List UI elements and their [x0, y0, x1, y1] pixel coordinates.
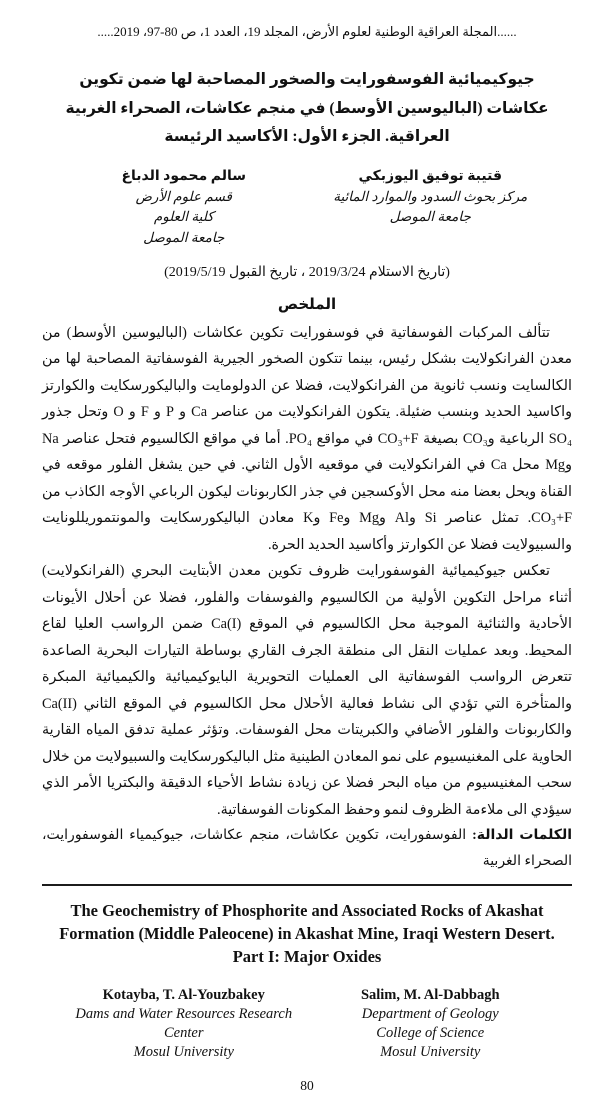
- author-name: قتيبة توفيق اليوزبكي: [358, 169, 502, 185]
- keywords-line: [42, 823, 572, 875]
- author-affiliation-line: قسم علوم الأرض: [135, 189, 232, 205]
- english-authors-block: [70, 986, 544, 1062]
- separator-line: [42, 884, 572, 886]
- author-affiliation-line: Mosul University: [380, 1044, 481, 1061]
- abstract-heading: الملخص: [277, 296, 337, 313]
- author-affiliation-line: كلية العلوم: [153, 209, 214, 225]
- author-name: Kotayba, T. Al-Youzbakey: [102, 987, 265, 1004]
- author-name: سالم محمود الدباغ: [121, 169, 247, 185]
- author-affiliation-line: مركز بحوث السدود والموارد المائية: [333, 189, 528, 205]
- arabic-author-2: [70, 166, 298, 248]
- page-number: 80: [300, 1078, 314, 1094]
- dates-line: (تاريخ الاستلام 2019/3/24 ، تاريخ القبول 2019/5/19): [164, 264, 450, 280]
- author-name: Salim, M. Al-Dabbagh: [360, 987, 500, 1004]
- arabic-title: جيوكيميائية الفوسفورايت والصخور المصاحبة لها ضمن تكوين عكاشات (الباليوسين الأوسط) في منجم عكاشات، الصحراء الغربية العراقية. الجزء الأول: الأكاسيد الرئيسة: [65, 71, 549, 146]
- keywords-label: الكلمات الدالة:: [472, 828, 573, 844]
- arabic-authors-block: [70, 166, 544, 248]
- english-author-1: [70, 986, 298, 1062]
- keywords-text: الفوسفورايت، تكوين عكاشات، منجم عكاشات، جيوكيمياء الفوسفورايت، الصحراء الغربية: [42, 828, 572, 870]
- english-author-2: [316, 986, 544, 1062]
- author-affiliation-line: جامعة الموصل: [143, 229, 225, 245]
- author-affiliation-line: جامعة الموصل: [389, 209, 471, 225]
- author-affiliation-line: Department of Geology: [361, 1006, 499, 1023]
- author-affiliation-line: College of Science: [376, 1025, 485, 1042]
- author-affiliation-line: Mosul University: [133, 1044, 234, 1061]
- arabic-author-1: [316, 166, 544, 248]
- author-affiliation-line: Dams and Water Resources Research Center: [75, 1006, 293, 1042]
- abstract-paragraph-1: تتألف المركبات الفوسفاتية في فوسفورايت تكوين عكاشات (الباليوسين الأوسط) من معدن الفرانكولايت بشكل رئيس، بينما تتكون الصخور الجيرية الفوسفاتية المصاحبة لها من الكالسايت ونسب ثانوية من الفرانكولايت، فضلا عن الدولومايت والباليكورسكايت والكوارتز واكاسيد الحديد وبنسب ضئيلة. يتكون الفرانكولايت من عناصر Ca و P و F و O وتحل جذور SO₄ الرباعية وCO₃ بصيغة CO₃+F في مواقع PO₄. أما في مواقع الكالسيوم فتحل عناصر Na وMg محل Ca في الفرانكولايت في موقعيه الأول الثاني. في حين يشغل الفلور موقعه في القناة ويحل بعضا منه محل الأوكسجين في جذر الكاربونات ليكون الرباعي الأوجه الكاذب من CO₃+F. تمثل عناصر Si وAl وMg وFe وK معادن الباليكورسكايت والمونتموريللونايت والسبيولايت فضلا عن الكوارتز وأكاسيد الحديد الحرة.: [42, 324, 573, 553]
- journal-header: ......المجلة العراقية الوطنية لعلوم الأرض، المجلد 19، العدد 1، ص 80-97، 2019.....: [97, 24, 517, 39]
- abstract-paragraph-2: تعكس جيوكيميائية الفوسفورايت ظروف تكوين معدن الأبتايت البحري (الفرانكولايت) أثناء مراحل التكوين الأولية من الكالسيوم والفوسفات والفلور، فضلا عن أحلال الأيونات الأحادية والثنائية الموجبة محل الكالسيوم في الموقع Ca(I) ضمن الرواسب العليا لقاع المحيط. وبعد عمليات النقل الى منطقة الجرف القاري بوساطة التيارات البحرية الصاعدة تتعرض الرواسب الفوسفاتية الى العمليات التحويرية البايوكيميائية والكيميائية المبكرة والمتأخرة التي تؤدي الى نشاط فعالية الأحلال محل الكالسيوم في الموقع الثاني Ca(II) والكاربونات والفلور الأضافي والكبريتات محل الفوسفات. وتؤثر عملية تدفق المياه القارية الحاوية على المغنيسيوم على نمو المعادن الطينية مثل الباليكورسكايت والسبيولايت من خلال سحب المغنيسيوم من مياه البحر فضلا عن زيادة نشاط الأحياء الدقيقة والبكتريا الأمر الذي سيؤدي الى ملاءمة الظروف لنمو وحفظ المكونات الفوسفاتية.: [42, 563, 572, 818]
- english-title: The Geochemistry of Phosphorite and Associated Rocks of Akashat Formation (Middle Paleocene) in Akashat Mine, Iraqi Western Desert. Part I: Major Oxides: [59, 901, 555, 967]
